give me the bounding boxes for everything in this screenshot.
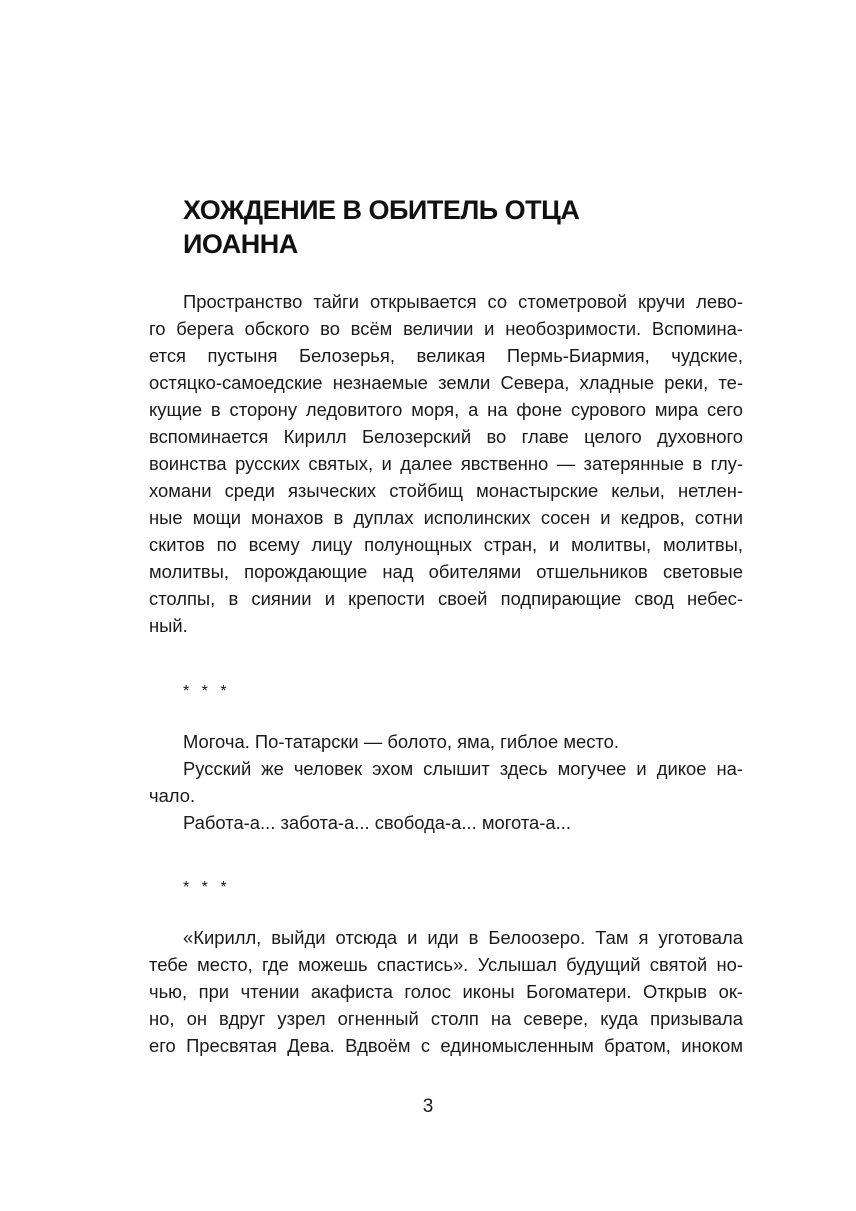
paragraph-3-line: его Пресвятая Дева. Вдвоём с единомысленным братом, иноком: [149, 1035, 743, 1056]
chapter-title: [183, 193, 743, 261]
section-2-line: Могоча. По-татарски — болото, яма, гиблое место.: [183, 731, 619, 752]
paragraph-3-line: чью, при чтении акафиста голос иконы Богоматери. Открыв ок-: [149, 981, 743, 1002]
section-2-line: Работа-а... забота-а... свобода-а... могота-а...: [183, 812, 571, 833]
page-number: 3: [422, 1096, 434, 1117]
paragraph-1-line: ные мощи монахов в дуплах исполинских сосен и кедров, сотни: [149, 507, 743, 528]
paragraph-1-line: ется пустыня Белозерья, великая Пермь-Биармия, чудские,: [149, 345, 743, 366]
paragraph-1-line: Пространство тайги открывается со стометровой кручи лево-: [183, 291, 743, 312]
paragraph-1-line: вспоминается Кирилл Белозерский во главе целого духовного: [149, 426, 743, 447]
paragraph-1-line: молитвы, порождающие над обителями отшельников световые: [149, 561, 743, 582]
paragraph-3-line: «Кирилл, выйди отсюда и иди в Белоозеро. Там я уготовала: [183, 927, 743, 948]
section-separator: * * *: [183, 879, 231, 896]
paragraph-1-line: остяцко-самоедские незнаемые земли Севера, хладные реки, те-: [149, 372, 743, 393]
section-2-line: чало.: [149, 785, 196, 806]
paragraph-1-line: столпы, в сиянии и крепости своей подпирающие свод небес-: [149, 588, 743, 609]
paragraph-1-line: хомани среди языческих стойбищ монастырские кельи, нетлен-: [149, 480, 743, 501]
paragraph-1-line: го берега обского во всём величии и необозримости. Вспомина-: [149, 318, 743, 339]
section-2-line: Русский же человек эхом слышит здесь могучее и дикое на-: [183, 758, 743, 779]
paragraph-3-line: но, он вдруг узрел огненный столп на севере, куда призывала: [149, 1008, 743, 1029]
paragraph-1-line: воинства русских святых, и далее явственно — затерянные в глу-: [149, 453, 743, 474]
paragraph-1-line: скитов по всему лицу полунощных стран, и молитвы, молитвы,: [149, 534, 743, 555]
chapter-title-line-1: ХОЖДЕНИЕ В ОБИТЕЛЬ ОТЦА: [183, 195, 580, 225]
section-separator: * * *: [183, 683, 231, 700]
paragraph-1-line: кущие в сторону ледовитого моря, а на фоне сурового мира сего: [149, 399, 743, 420]
chapter-title-line-2: ИОАННА: [183, 229, 298, 259]
paragraph-1-line: ный.: [149, 615, 188, 636]
paragraph-3-line: тебе место, где можешь спастись». Услышал будущий святой но-: [149, 954, 743, 975]
